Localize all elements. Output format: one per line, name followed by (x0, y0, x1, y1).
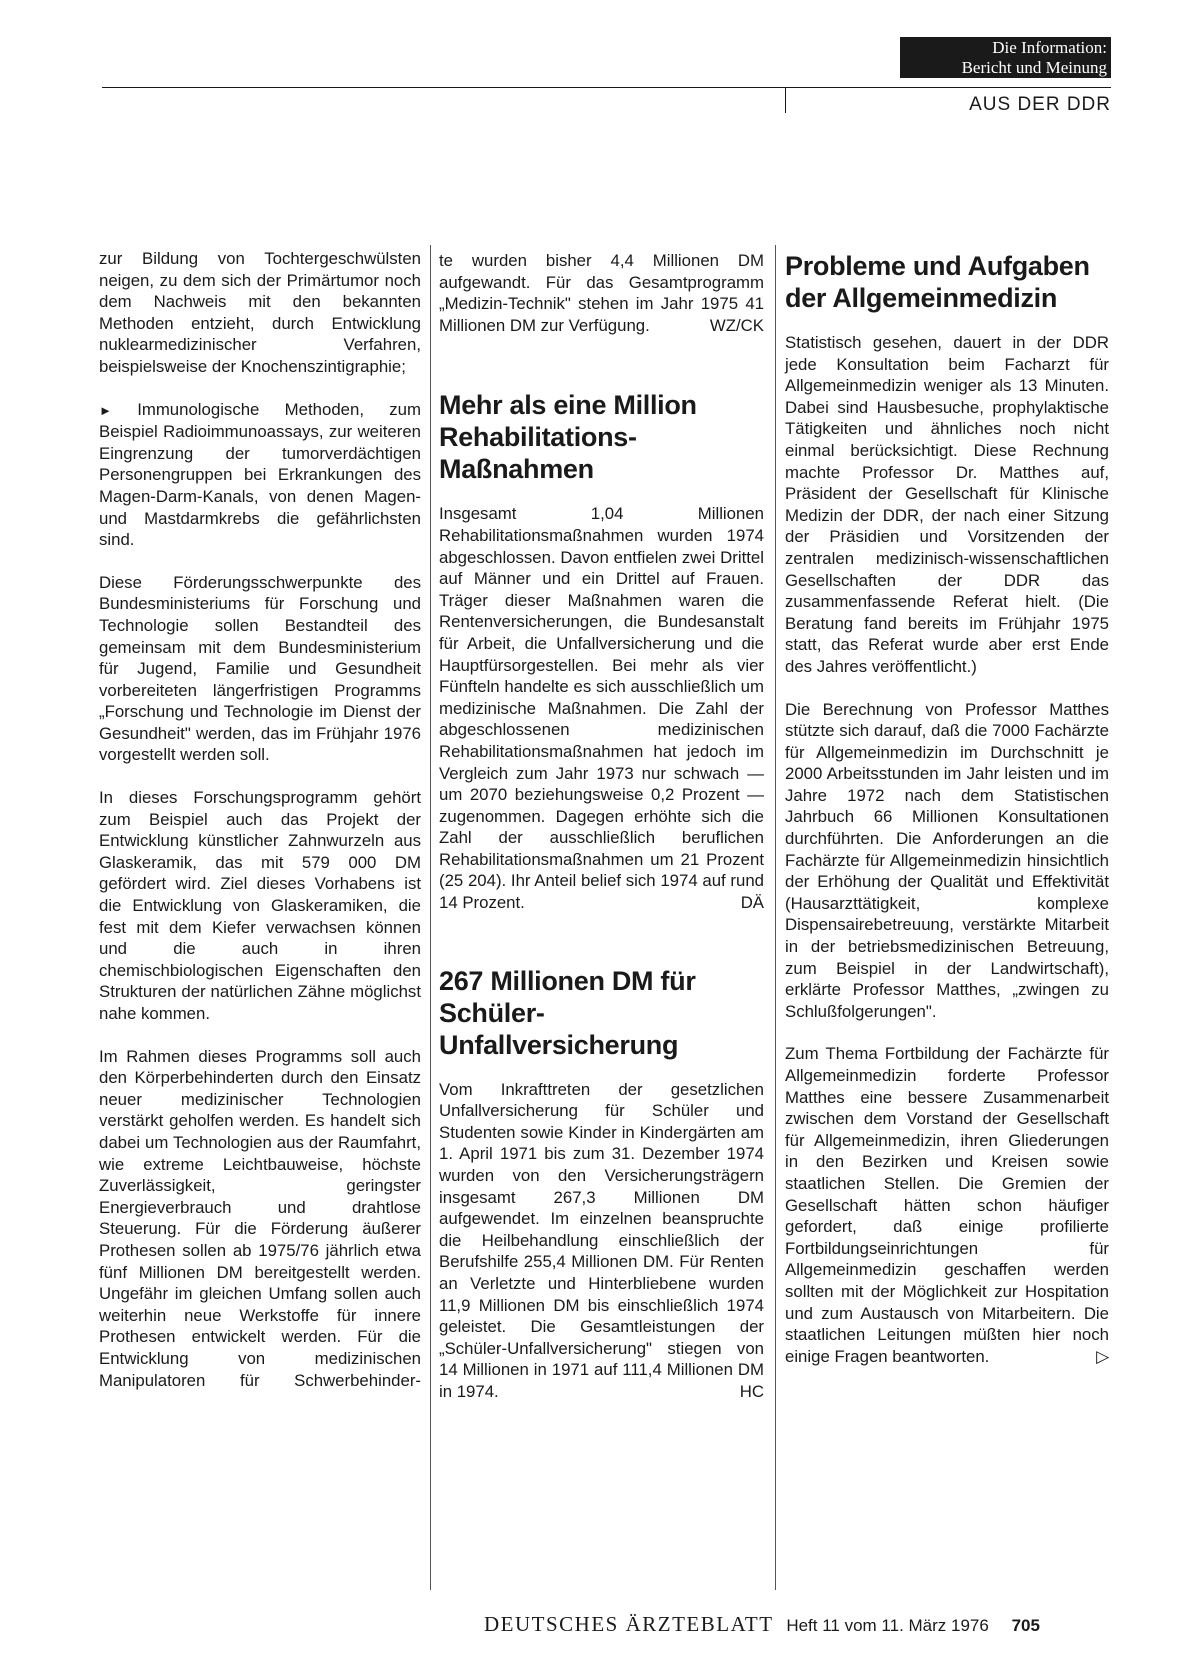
paragraph: zur Bildung von Tochtergeschwülsten neigen, zu dem sich der Primärtumor noch dem Nachweis mit den bekannten Methoden entzieht, durch Entwicklung nuklearmedizinischer Verfahren, beispielsweise der Knochenszintigraphie; (99, 249, 421, 376)
article-heading: 267 Millionen DM für Schüler-Unfallversicherung (439, 965, 696, 1060)
masthead-line1: Die Information: (992, 38, 1107, 57)
column-divider-1 (430, 245, 431, 1590)
page-footer (484, 1612, 1040, 1637)
article-heading: Mehr als eine Million Rehabilitations-Maßnahmen (439, 390, 697, 485)
issue-info: Heft 11 vom 11. März 1976 (786, 1616, 989, 1635)
paragraph-text: Insgesamt 1,04 Millionen Rehabilitationsmaßnahmen wurden 1974 abgeschlossen. Davon entfielen zwei Drittel auf Männer und ein Drittel auf Frauen. Träger dieser Maßnahmen waren die Rentenversicherungen, die Bundesanstalt für Arbeit, die Unfallversicherung und die Hauptfürsorgestellen. Bei mehr als vier Fünfteln handelte es sich ausschließlich um medizinische Maßnahmen. Die Zahl der abgeschlossenen medizinischen Rehabilitationsmaßnahmen hat jedoch im Vergleich zum Jahr 1973 nur schwach — um 2070 beziehungsweise 0,2 Prozent — zugenommen. Dagegen erhöhte sich die Zahl der ausschließlich beruflichen Rehabilitationsmaßnahmen um 21 Prozent (25 204). Ihr Anteil belief sich 1974 auf rund 14 Prozent. (439, 504, 764, 913)
section-label: AUS DER DDR (969, 94, 1111, 115)
bullet-arrow-icon: ► (99, 402, 112, 418)
paragraph-text: te wurden bisher 4,4 Millionen DM aufgewandt. Für das Gesamtprogramm „Medizin-Technik" stehen im Jahr 1975 41 Millionen DM zur Verfügung. (439, 251, 764, 335)
paragraph: Statistisch gesehen, dauert in der DDR jede Konsultation beim Facharzt für Allgemeinmedizin weniger als 13 Minuten. Dabei sind Hausbesuche, prophylaktische Tätigkeiten und ähnliches noch nicht einmal berücksichtigt. Diese Rechnung machte Professor Dr. Matthes auf, Präsident der Gesellschaft für Klinische Medizin der DDR, der nach einer Sitzung der Präsidien und Vorsitzenden der zentralen medizinisch-wissenschaftlichen Gesellschaften der DDR das zusammenfassende Referat hielt. (Die Beratung fand bereits im Frühjahr 1975 statt, das Referat wurde aber erst Ende des Jahres veröffentlicht.) (785, 333, 1109, 676)
paragraph (785, 1043, 1109, 1367)
page-number: 705 (1011, 1616, 1040, 1635)
column-2 (439, 250, 764, 1424)
paragraph-text: Zum Thema Fortbildung der Fachärzte für Allgemeinmedizin forderte Professor Matthes eine bessere Zusammenarbeit zwischen dem Vorstand der Gesellschaft für Allgemeinmedizin, ihren Gliederungen in den Bezirken und Kreisen sowie staatlichen Stellen. Die Gremien der Gesellschaft hätten schon häufiger gefordert, daß einige profilierte Fortbildungseinrichtungen für Allgemeinmedizin geschaffen werden sollten mit der Möglichkeit zur Hospitation und zum Austausch von Mitarbeitern. Die staatlichen Leitungen müßten hier noch einige Fragen beantworten. (785, 1044, 1109, 1366)
paragraph (439, 250, 764, 336)
bullet-paragraph (99, 399, 421, 551)
continue-arrow-icon: ▷ (1096, 1346, 1109, 1366)
paragraph: Im Rahmen dieses Programms soll auch den Körperbehinderten durch den Einsatz neuer medizinischer Technologien verstärkt geholfen werden. Es handelt sich dabei um Technologien aus der Raumfahrt, wie extreme Leichtbauweise, höchste Zuverlässigkeit, geringster Energieverbrauch und drahtlose Steuerung. Für die Förderung äußerer Prothesen sollen ab 1975/76 jährlich etwa fünf Millionen DM bereitgestellt werden. Ungefähr im gleichen Umfang sollen auch weiterhin neue Werkstoffe für innere Prothesen entwickelt werden. Für die Entwicklung von medizinischen Manipulatoren für Schwerbehinder- (99, 1046, 421, 1390)
header-divider (785, 87, 786, 113)
paragraph-text: Vom Inkrafttreten der gesetzlichen Unfallversicherung für Schüler und Studenten sowie Kinder in Kindergärten am 1. April 1971 bis zum 31. Dezember 1974 wurden von den Versicherungsträgern insgesamt 267,3 Millionen DM aufgewendet. Im einzelnen beanspruchte die Heilbehandlung einschließlich der Berufshilfe 255,4 Millionen DM. Für Renten an Verletzte und Hinterbliebene wurden 11,9 Millionen DM bis einschließlich 1974 geleistet. Die Gesamtleistungen der „Schüler-Unfallversicherung" stiegen von 14 Millionen in 1971 auf 111,4 Millionen DM in 1974. (439, 1079, 764, 1401)
paragraph: Die Berechnung von Professor Matthes stützte sich darauf, daß die 7000 Fachärzte für Allgemeinmedizin im Durchschnitt je 2000 Arbeitsstunden im Jahr leisten und im Jahre 1972 nach dem Statistischen Jahrbuch 66 Millionen Konsultationen durchführten. Die Anforderungen an die Fachärzte für Allgemeinmedizin hinsichtlich der Erhöhung der Qualität und Effektivität (Hausarzttätigkeit, komplexe Dispensairebetreuung, verstärkte Mitarbeit in der betriebsmedizinischen Betreuung, zum Beispiel in der Landwirtschaft), erklärte Professor Matthes, „zwingen zu Schlußfolgerungen". (785, 699, 1109, 1021)
column-3 (785, 250, 1109, 1388)
paragraph (439, 503, 764, 913)
author-signature: DÄ (740, 893, 764, 913)
paragraph: In dieses Forschungsprogramm gehört zum Beispiel auch das Projekt der Entwicklung künstlicher Zahnwurzeln aus Glaskeramik, das mit 579 000 DM gefördert wird. Ziel dieses Vorhabens ist die Entwicklung von Glaskeramiken, die fest mit dem Kiefer verwachsen können und die auch in ihren chemischbiologischen Eigenschaften den Strukturen der natürlichen Zähne möglichst nahe kommen. (99, 788, 421, 1023)
column-divider-2 (775, 245, 776, 1590)
paragraph (439, 1079, 764, 1403)
column-1 (99, 248, 421, 1412)
masthead (900, 37, 1111, 78)
journal-title: DEUTSCHES ÄRZTEBLATT (484, 1612, 774, 1636)
paragraph: Diese Förderungsschwerpunkte des Bundesministeriums für Forschung und Technologie sollen Bestandteil des gemeinsam mit dem Bundesministerium für Jugend, Familie und Gesundheit vorbereiteten längerfristigen Programms „Forschung und Technologie im Dienst der Gesundheit" werden, das im Frühjahr 1976 vorgestellt werden soll. (99, 572, 421, 765)
author-signature: WZ/CK (709, 315, 764, 335)
header-rule (102, 87, 1111, 88)
author-signature: HC (739, 1381, 764, 1401)
masthead-line2: Bericht und Meinung (961, 58, 1107, 77)
article-heading: Probleme und Aufgaben der Allgemeinmedizin (785, 251, 1090, 313)
paragraph-text: Immunologische Methoden, zum Beispiel Radioimmunoassays, zur weiteren Eingrenzung der tumorverdächtigen Personengruppen bei Erkrankungen des Magen-Darm-Kanals, von denen Magen- und Mastdarmkrebs die gefährlichsten sind. (99, 399, 421, 550)
